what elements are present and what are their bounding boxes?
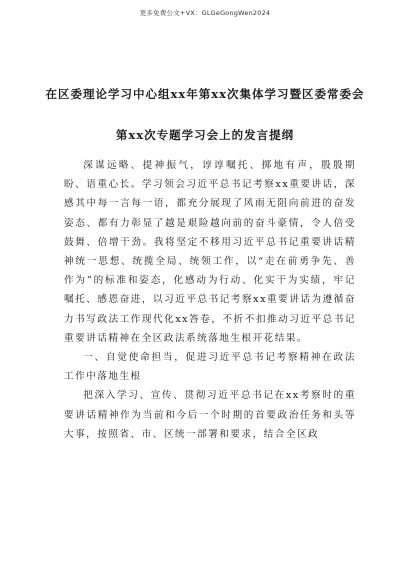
header-note: 更多免费公文+VX：GLGeGongWen2024 — [139, 9, 271, 17]
section-paragraph: 把深入学习、宣传、贯彻习近平总书记在xx考察时的重要讲话精神作为当前和今后一个时期的首要政治任务和头等大事，按照省、市、区统一部署和要求，结合全区政 — [64, 390, 356, 440]
document-title-line1: 在区委理论学习中心组xx年第xx次集体学习暨区委常委会 — [45, 87, 365, 101]
document-body — [64, 156, 356, 444]
section-heading: 一、自觉使命担当，促进习近平总书记考察精神在政法工作中落地生根 — [64, 352, 356, 383]
document-title-line2: 第xx次专题学习会上的发言提纲 — [115, 128, 295, 142]
body-paragraph: 深谋远略、提神振气，谆谆嘱托、掷地有声，殷殷期盼、语重心长。学习领会习近平总书记考察xx重要讲话，深感其中每一言每一语，都充分展现了风雨无阻向前进的奋发姿态、都有力彰显了越是艰险越向前的奋斗豪情，令人倍受鼓舞、倍增干劲。我将坚定不移用习近平总书记重要讲话精神统一思想、统揽全局、统领工作，以“走在前勇争先、善作为”的标准和姿态，化感动为行动、化实干为实绩，牢记嘱托、感恩奋进，以习近平总书记考察xx重要讲话为遵循奋力书写政法工作现代化xx答卷，不折不扣推动习近平总书记重要讲话精神在全区政法系统落地生根开花结果。 — [64, 160, 356, 344]
